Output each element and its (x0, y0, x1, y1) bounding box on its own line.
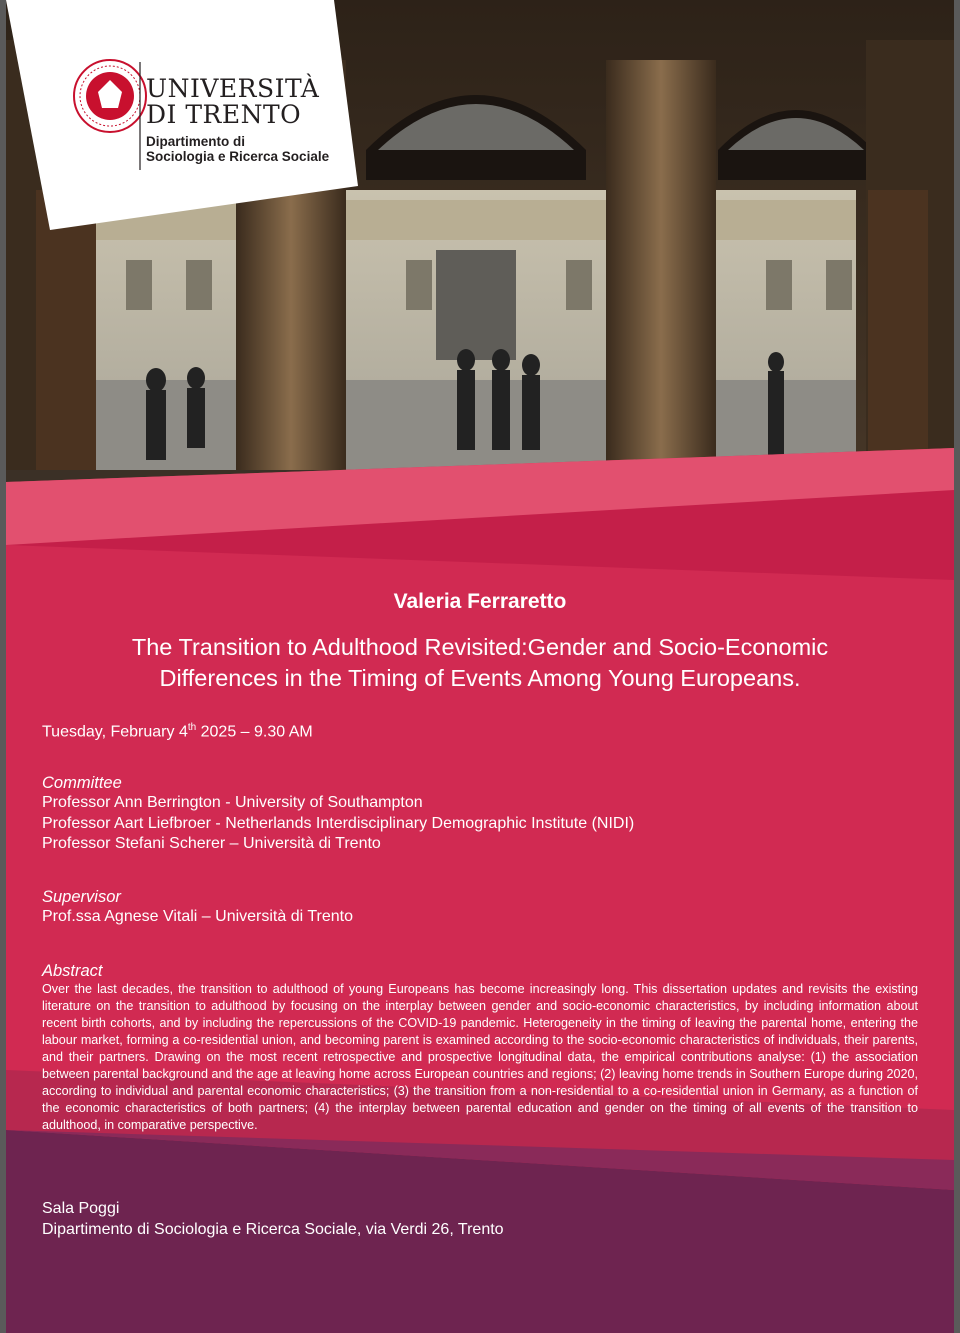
university-name-line1: UNIVERSITÀ (146, 74, 320, 103)
event-date-prefix: Tuesday, February 4 (42, 723, 188, 741)
supervisor-section (42, 888, 353, 928)
abstract-heading: Abstract (42, 962, 103, 980)
thesis-title-line2: Differences in the Timing of Events Among Young Europeans. (159, 665, 801, 691)
department-line1: Dipartimento di (146, 134, 246, 149)
committee-section (42, 774, 634, 855)
venue-section (42, 1199, 504, 1240)
abstract-text: Over the last decades, the transition to adulthood of young Europeans has become increasingly long. This dissertation updates and revisits the existing literature on the transition to adulthood by focusing on the interplay between gender and socio-economic characteristics, by including information about recent birth cohorts, and by including the repercussions of the COVID-19 pandemic. Heterogeneity in the timing of leaving the parental home, entering the labour market, forming a co-residential union, and becoming parent is examined according to the socio-economic characteristics of individuals, their parents, and their partners. Drawing on the most recent retrospective and prospective longitudinal data, the empirical contributions analyse: (1) the association between parental background and the age at leaving home across European countries and regions; (2) leaving home trends in Southern Europe during 2020, according to individual and parental economic characteristics; (3) the transition from a non-residential to a co-residential union in Germany, as a function of the economic characteristics of both partners; (4) the interplay between parental education and gender on the timing of all events of the transition to adulthood, in comparative perspective. (42, 982, 918, 1132)
university-seal-icon (74, 60, 146, 132)
supervisor-heading: Supervisor (42, 888, 121, 906)
speaker-name: Valeria Ferraretto (393, 590, 567, 613)
abstract-section (42, 962, 918, 1134)
committee-member: Professor Aart Liefbroer - Netherlands Interdisciplinary Demographic Institute (NIDI) (42, 814, 635, 832)
event-date-rest: 2025 – 9.30 AM (196, 723, 313, 741)
event-date-ordinal: th (187, 722, 197, 733)
poster (6, 0, 954, 1333)
venue-address: Dipartimento di Sociologia e Ricerca Sociale, via Verdi 26, Trento (42, 1220, 504, 1238)
university-name-line2: DI TRENTO (146, 100, 302, 129)
supervisor-name: Prof.ssa Agnese Vitali – Università di Trento (42, 908, 353, 925)
committee-heading: Committee (42, 774, 122, 792)
thesis-title-line1: The Transition to Adulthood Revisited:Gender and Socio-Economic (131, 634, 829, 660)
thesis-title (46, 632, 914, 694)
event-date (42, 722, 313, 741)
department-line2: Sociologia e Ricerca Sociale (146, 149, 330, 164)
venue-room: Sala Poggi (42, 1200, 120, 1217)
committee-member: Professor Stefani Scherer – Università di Trento (42, 835, 381, 852)
committee-member: Professor Ann Berrington - University of Southampton (42, 794, 423, 811)
university-logo-text (146, 76, 329, 164)
department-name (146, 134, 329, 164)
